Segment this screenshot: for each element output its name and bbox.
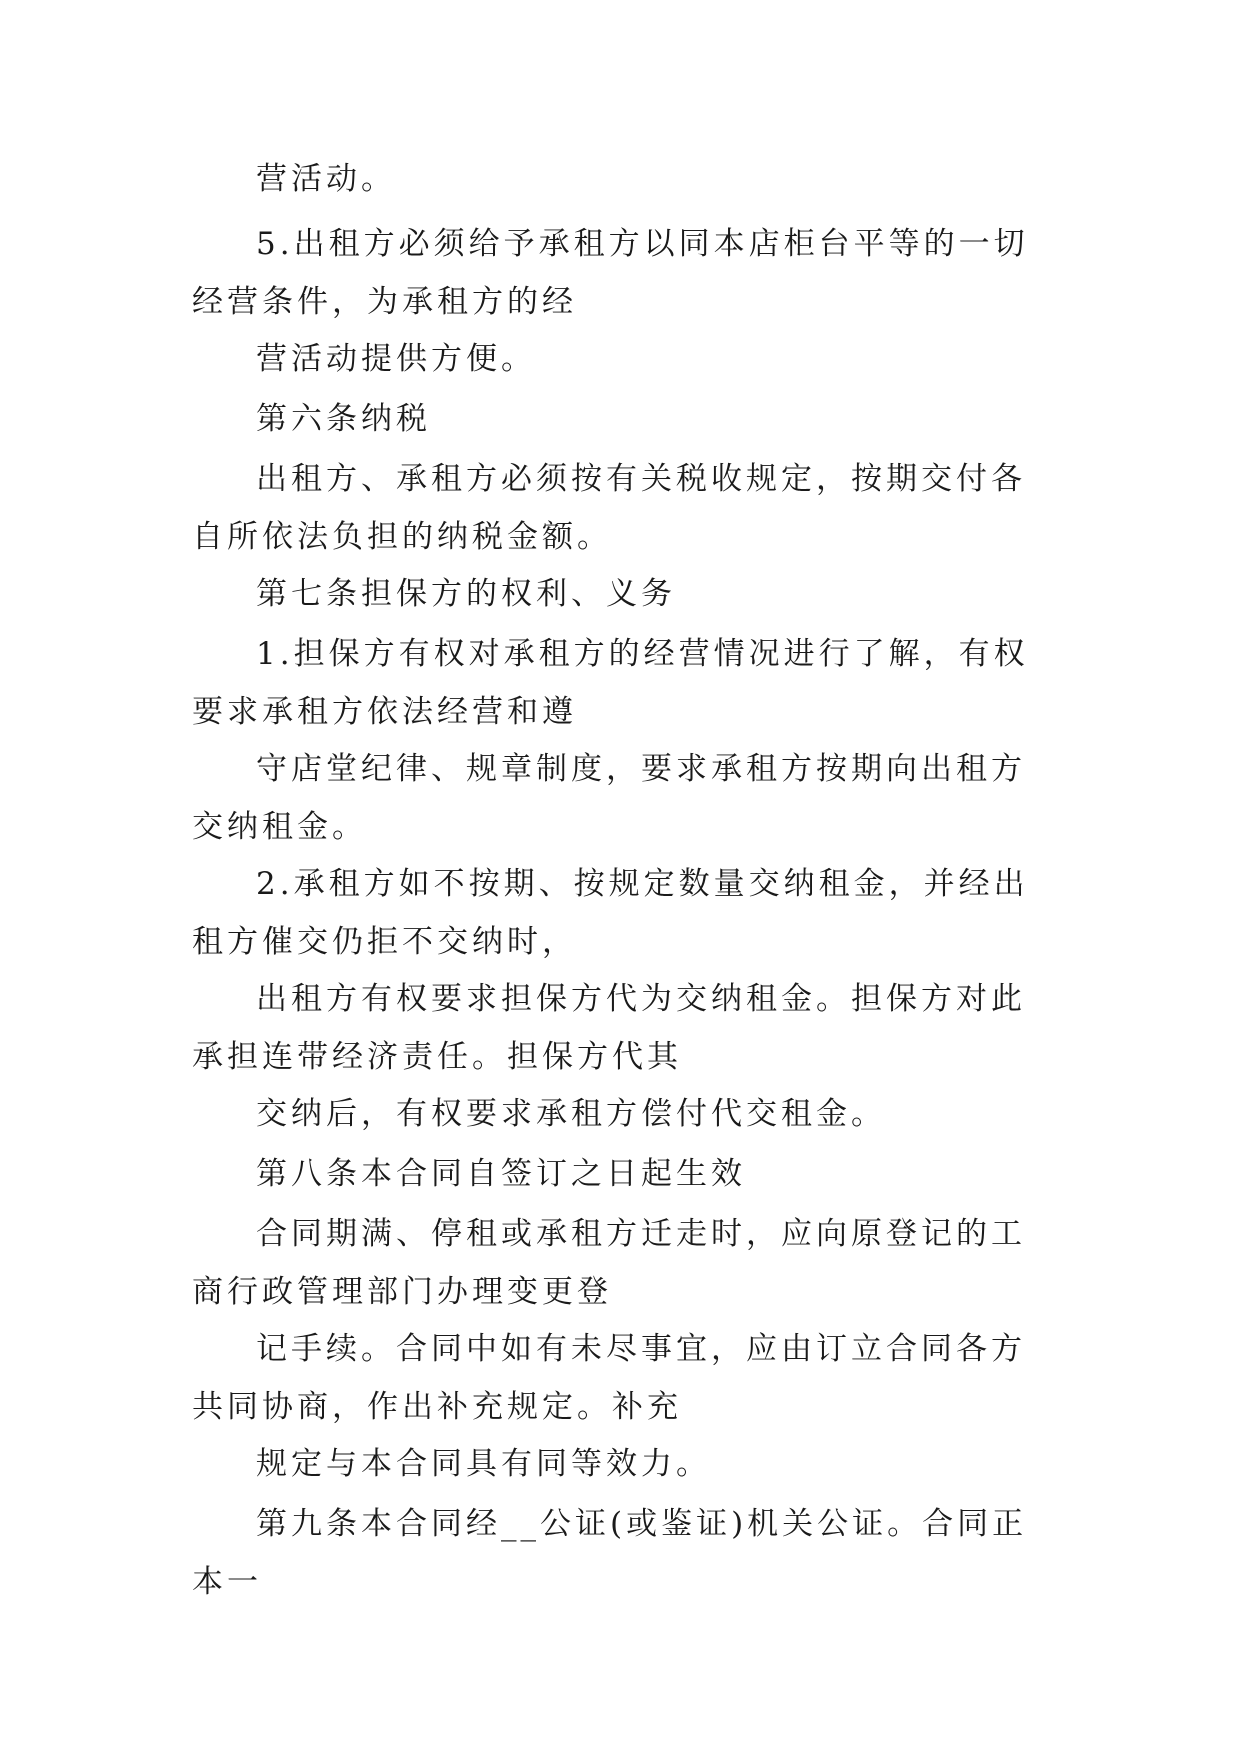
paragraph: 合同期满、停租或承租方迁走时，应向原登记的工商行政管理部门办理变更登 — [192, 1216, 1026, 1310]
paragraph: 营活动提供方便。 — [256, 341, 536, 377]
paragraph: 1.担保方有权对承租方的经营情况进行了解，有权要求承租方依法经营和遵 — [192, 636, 1029, 730]
paragraph: 记手续。合同中如有未尽事宜，应由订立合同各方共同协商，作出补充规定。补充 — [192, 1331, 1026, 1425]
paragraph: 交纳后，有权要求承租方偿付代交租金。 — [256, 1096, 886, 1132]
paragraph: 5.出租方必须给予承租方以同本店柜台平等的一切经营条件，为承租方的经 — [192, 226, 1029, 320]
section-heading: 第七条担保方的权利、义务 — [256, 576, 676, 612]
paragraph: 营活动。 — [256, 161, 396, 197]
paragraph: 规定与本合同具有同等效力。 — [256, 1446, 711, 1482]
section-heading: 第六条纳税 — [256, 401, 431, 437]
paragraph: 出租方有权要求担保方代为交纳租金。担保方对此承担连带经济责任。担保方代其 — [192, 981, 1026, 1075]
paragraph: 出租方、承租方必须按有关税收规定，按期交付各自所依法负担的纳税金额。 — [192, 461, 1026, 555]
paragraph: 守店堂纪律、规章制度，要求承租方按期向出租方交纳租金。 — [192, 751, 1026, 845]
section-heading: 第九条本合同经__公证(或鉴证)机关公证。合同正本一 — [192, 1506, 1028, 1600]
section-heading: 第八条本合同自签订之日起生效 — [256, 1156, 746, 1192]
paragraph: 2.承租方如不按期、按规定数量交纳租金，并经出租方催交仍拒不交纳时， — [192, 866, 1029, 960]
